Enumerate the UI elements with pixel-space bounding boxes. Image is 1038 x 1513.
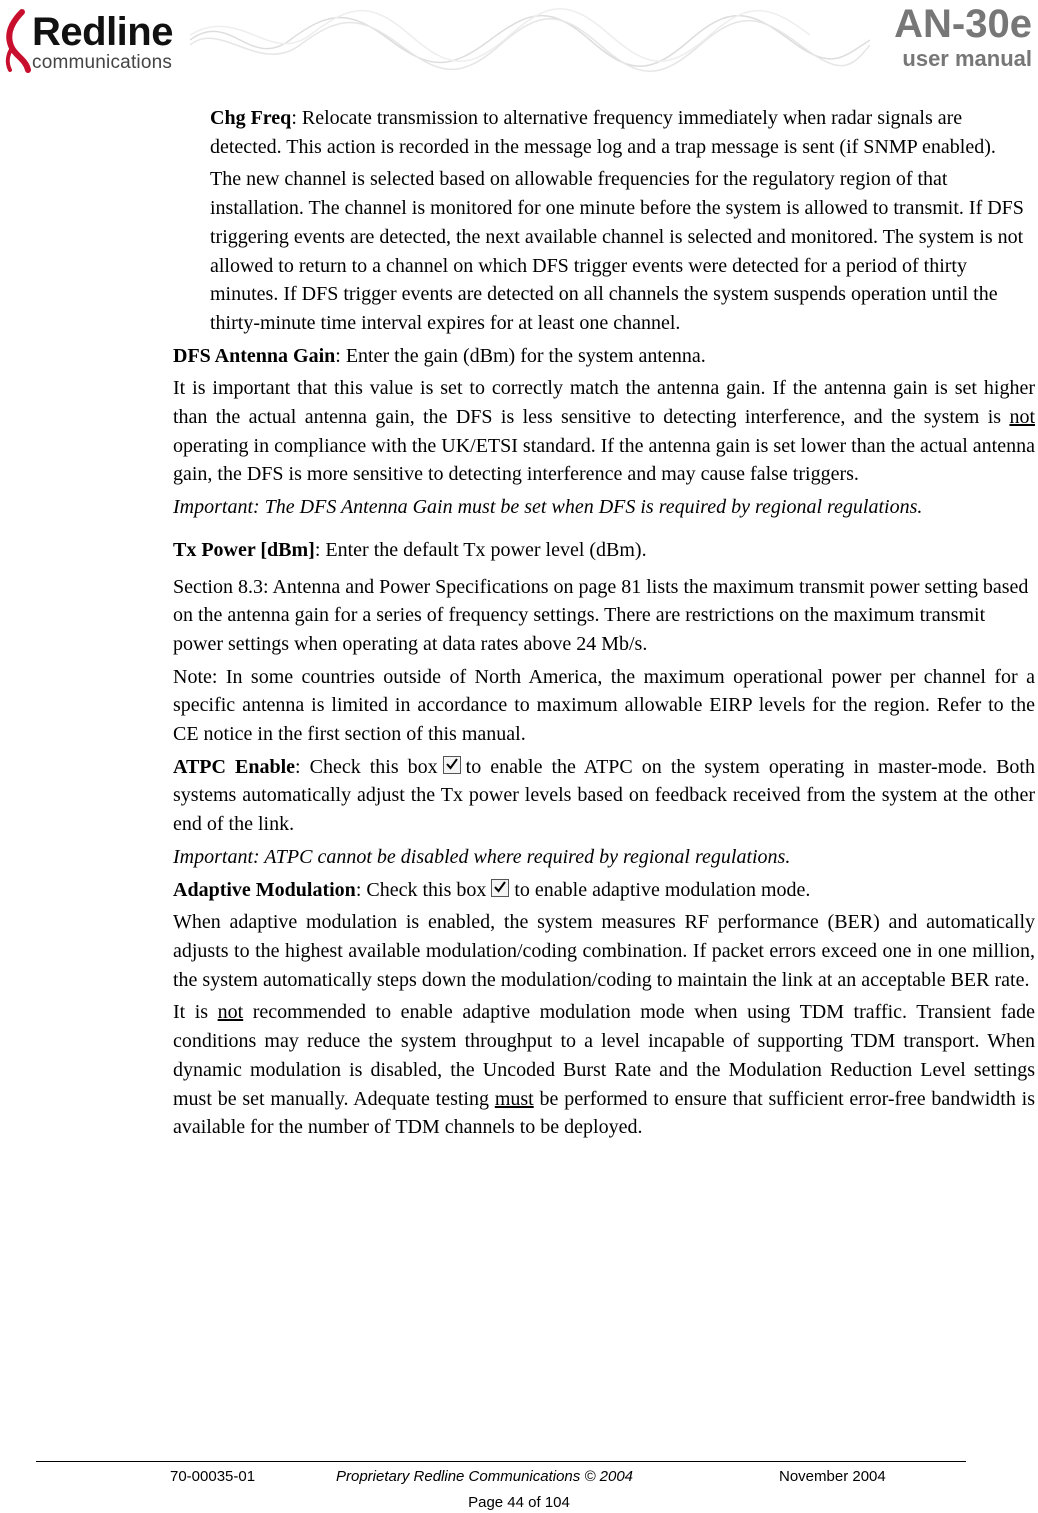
- footer-date: November 2004: [779, 1468, 886, 1485]
- page-body: [173, 104, 1035, 1146]
- logo-subtitle: communications: [32, 52, 173, 73]
- footer-doc-number: 70-00035-01: [170, 1468, 256, 1485]
- tx-power-term: Tx Power [dBm]: [173, 538, 315, 561]
- am-text-a: : Check this box: [355, 878, 487, 901]
- adaptive-modulation-paragraph: [173, 876, 1035, 905]
- header-wave-graphic: [190, 0, 870, 90]
- dfs-detail-text-b: operating in compliance with the UK/ETSI standard. If the antenna gain is set lower than the actual antenna gain, the DFS is more sensitive to detecting interference and may cause false triggers.: [173, 434, 1035, 486]
- logo-wordmark: Redline: [32, 10, 173, 54]
- am-text-b: to enable adaptive modulation mode.: [514, 878, 811, 901]
- tdm-text-b: recommended to enable adaptive modulation mode when using TDM traffic. Transient fade conditions may reduce the system throughput to a level incapable of supporting TDM transport. When dynamic modulation is disabled, the Uncoded Burst Rate and the Modulation Reduction Level settings must be set manually. Adequate testing: [173, 1001, 1035, 1110]
- tdm-must: must: [494, 1087, 534, 1110]
- tdm-text-a: It is: [173, 1001, 218, 1024]
- chg-freq-text: : Relocate transmission to alternative frequency immediately when radar signals are detected. This action is recorded in the message log and a trap message is sent (if SNMP enabled).: [210, 107, 996, 158]
- dfs-gain-detail-paragraph: [173, 374, 1035, 489]
- atpc-term: ATPC Enable: [173, 755, 296, 778]
- footer-copyright: Proprietary Redline Communications © 2004: [336, 1468, 634, 1485]
- dfs-detail-not: not: [1009, 406, 1035, 429]
- product-name: AN-30e: [894, 2, 1032, 46]
- tx-power-detail-paragraph: Section 8.3: Antenna and Power Specifications on page 81 lists the maximum transmit power setting based on the antenna gain for a series of frequency settings. There are restrictions on the maximum transmit power settings when operating at data rates above 24 Mb/s.: [173, 575, 1029, 655]
- atpc-text-b: to enable the ATPC on the system operating in master-mode. Both systems automatically adjust the Tx power levels based on feedback received from the system at the other end of the link.: [173, 755, 1035, 836]
- adaptive-modulation-term: Adaptive Modulation: [173, 878, 356, 901]
- page-header: [0, 0, 1038, 90]
- chg-freq-paragraph: [173, 104, 1035, 161]
- dfs-important-note: Important: The DFS Antenna Gain must be set when DFS is required by regional regulations.: [173, 496, 923, 519]
- dfs-gain-term: DFS Antenna Gain: [173, 344, 336, 367]
- tdm-warning-paragraph: [173, 998, 1035, 1142]
- tx-power-text: : Enter the default Tx power level (dBm).: [314, 538, 647, 561]
- tx-power-paragraph: [173, 536, 1035, 565]
- checkbox-checked-icon: [491, 879, 509, 897]
- atpc-paragraph: [173, 753, 1035, 839]
- dfs-detail-text-a: It is important that this value is set to correctly match the antenna gain. If the antenna gain is set higher than the actual antenna gain, the DFS is less sensitive to detecting interference, and the system is: [173, 377, 1035, 429]
- atpc-text-a: : Check this box: [295, 755, 438, 778]
- redline-logo: [4, 6, 224, 76]
- chg-freq-term: Chg Freq: [210, 107, 292, 129]
- tdm-not: not: [217, 1001, 244, 1024]
- chg-freq-detail-paragraph: The new channel is selected based on allowable frequencies for the regulatory region of that installation. The channel is monitored for one minute before the system is allowed to transmit. If DFS triggering events are detected, the next available channel is selected and monitored. The system is not allowed to return to a channel on which DFS trigger events were detected for a period of thirty minutes. If DFS trigger events are detected on all channels the system suspends operation until the thirty-minute time interval expires for at least one channel.: [210, 168, 1024, 334]
- logo-swoosh-icon: [4, 6, 34, 76]
- dfs-gain-paragraph: [173, 342, 1035, 371]
- checkbox-checked-icon: [443, 756, 461, 774]
- document-title: [894, 2, 1032, 72]
- adaptive-modulation-detail-paragraph: When adaptive modulation is enabled, the system measures RF performance (BER) and automatically adjusts to the highest available modulation/coding combination. If packet errors exceed one in one million, the system automatically steps down the modulation/coding to maintain the link at an acceptable BER rate.: [173, 911, 1035, 991]
- dfs-gain-text: : Enter the gain (dBm) for the system antenna.: [335, 344, 706, 367]
- footer-page-number: Page 44 of 104: [468, 1494, 570, 1511]
- manual-type: user manual: [902, 46, 1032, 71]
- tdm-text-c: be performed to ensure that sufficient error-free bandwidth is available for the number of TDM channels to be deployed.: [173, 1087, 1035, 1139]
- tx-power-note: Note: In some countries outside of North America, the maximum operational power per channel for a specific antenna is limited in accordance to maximum allowable EIRP levels for the region. Refer to the CE notice in the first section of this manual.: [173, 665, 1035, 746]
- footer-divider: [36, 1461, 966, 1462]
- atpc-important-note: Important: ATPC cannot be disabled where required by regional regulations.: [173, 845, 791, 868]
